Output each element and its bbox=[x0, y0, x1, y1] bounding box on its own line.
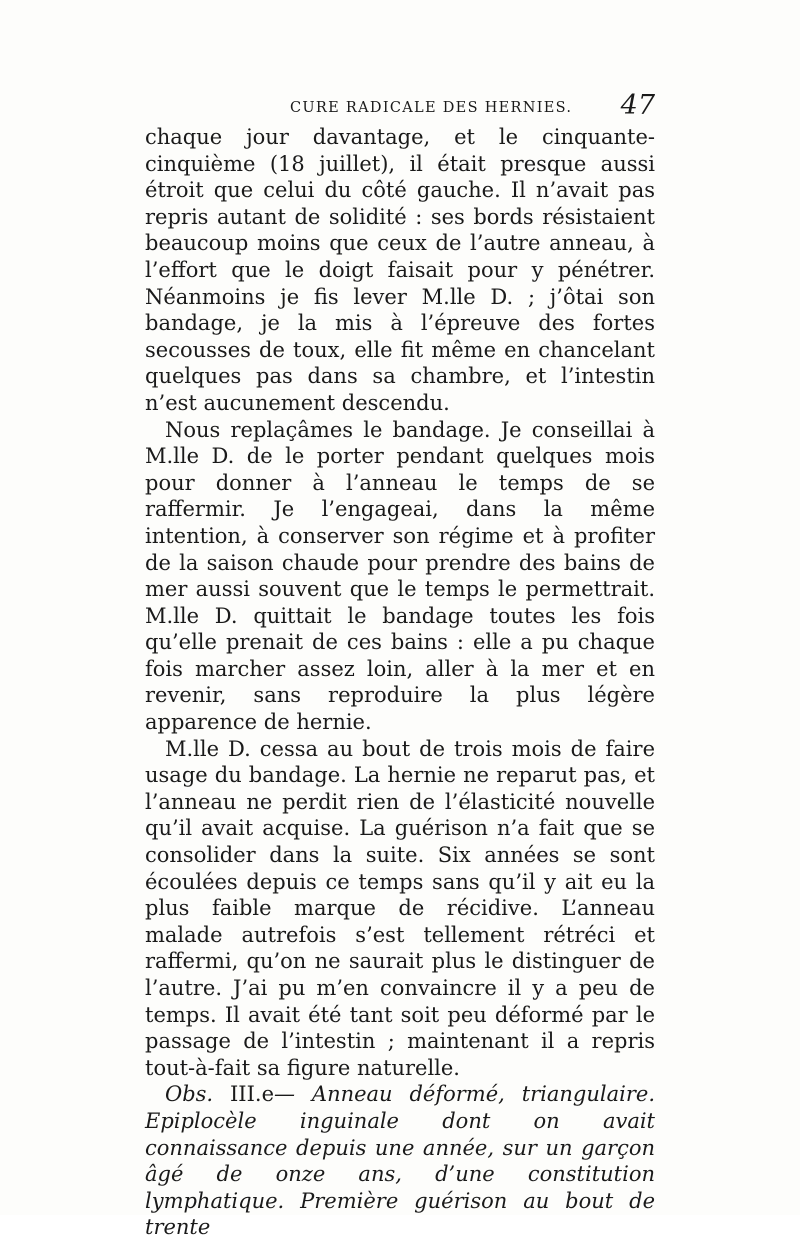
body-text bbox=[145, 124, 655, 1241]
page-number: 47 bbox=[620, 90, 655, 121]
running-head: CURE RADICALE DES HERNIES. bbox=[290, 100, 573, 116]
paragraph-3: M.lle D. cessa au bout de trois mois de faire usage du bandage. La hernie ne reparut pas, et l’anneau ne perdit rien de l’élasticité nouvelle qu’il avait acquise. La guérison n’a fait que se consolider dans la suite. Six années se sont écoulées depuis ce temps sans qu’il y ait eu la plus faible marque de récidive. L’anneau malade autrefois s’est tellement rétréci et raffermi, qu’on ne saurait plus le distinguer de l’autre. J’ai pu m’en convaincre il y a peu de temps. Il avait été tant soit peu déformé par le passage de l’intestin ; maintenant il a repris tout-à-fait sa figure naturelle. bbox=[145, 736, 655, 1080]
paragraph-2: Nous replaçâmes le bandage. Je conseillai à M.lle D. de le porter pendant quelques mois pour donner à l’anneau le temps de se raffermir. Je l’engageai, dans la même intention, à conserver son régime et à profiter de la saison chaude pour prendre des bains de mer aussi souvent que le temps le permettrait. M.lle D. quittait le bandage toutes les fois qu’elle prenait de ces bains : elle a pu chaque fois marcher assez loin, aller à la mer et en revenir, sans reproduire la plus légère apparence de hernie. bbox=[145, 417, 655, 735]
observation-number: III.e bbox=[230, 1082, 275, 1107]
observation-paragraph bbox=[145, 1081, 655, 1241]
paragraph-1: chaque jour davantage, et le cinquante-cinquième (18 juillet), il était presque aussi étroit que celui du côté gauche. Il n’avait pas repris autant de solidité : ses bords résistaient beaucoup moins que ceux de l’autre anneau, à l’effort que le doigt faisait pour y pénétrer. Néanmoins je fis lever M.lle D. ; j’ôtai son bandage, je la mis à l’épreuve des fortes secousses de toux, elle fit même en chancelant quelques pas dans sa chambre, et l’intestin n’est aucunement descendu. bbox=[145, 125, 655, 415]
observation-label: Obs. bbox=[165, 1082, 214, 1107]
observation-text: — Anneau déformé, triangulaire. Epiplocèle inguinale dont on avait connaissance depuis une année, sur un garçon âgé de onze ans, d’une constitution lymphatique. Première guérison au bout de trente bbox=[145, 1082, 655, 1240]
